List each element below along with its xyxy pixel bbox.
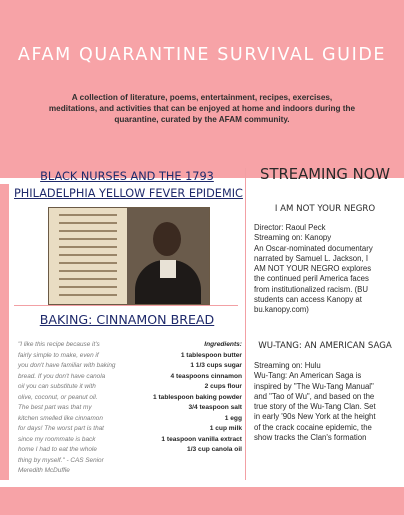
film2-line: in early '90s New York at the height (254, 412, 376, 422)
film2-line: true story of the Wu-Tang Clan. Set (254, 402, 376, 412)
quote-line: since my roommate is back (18, 435, 96, 443)
header-band (0, 0, 404, 178)
quote-line: kitchen smelled like cinnamon (18, 414, 103, 422)
quote-line: home I had to eat the whole (18, 446, 97, 453)
film2-line: of the crack cocaine epidemic, the (254, 422, 372, 432)
ingredient-item: 3/4 teaspoon salt (188, 404, 242, 411)
ingredient-item: 1 1/3 cups sugar (190, 362, 242, 369)
section-divider (14, 305, 238, 306)
quote-line: Meredith McDuffie (18, 467, 70, 474)
quote-line: thing by myself." - CAS Senior (18, 456, 104, 464)
film1-line: from institutionalized racism. (BU (254, 284, 368, 294)
ingredient-item: 2 cups flour (204, 383, 242, 390)
quote-line: fairly simple to make, even if (18, 351, 99, 359)
ingredient-item: 1 tablespoon butter (180, 351, 242, 359)
film2-line: Streaming on: Hulu (254, 361, 321, 370)
film2-description (254, 361, 400, 443)
film1-line: An Oscar-nominated documentary (254, 243, 373, 253)
quote-line: olive, coconut, or peanut oil. (18, 393, 98, 401)
footer-band (0, 487, 404, 515)
quote-line: bread. If you don't have canola (18, 372, 106, 380)
film1-line: bu.kanopy.com) (254, 305, 309, 315)
column-divider (245, 168, 246, 480)
film1-description (254, 223, 400, 316)
ingredient-item: 1/3 cup canola oil (187, 446, 242, 453)
ingredient-item: 4 teaspoons cinnamon (170, 372, 242, 380)
old-document-picture (49, 208, 127, 304)
film1-line: AM NOT YOUR NEGRO explores (254, 264, 372, 274)
recipe-quote (18, 340, 120, 477)
portrait-collar (160, 260, 176, 278)
intro-line: A collection of literature, poems, entertainment, recipes, exercises, (71, 93, 333, 102)
portrait-picture (127, 208, 209, 304)
film1-line: the continued peril America faces (254, 274, 369, 284)
quote-line: The best part was that my (18, 404, 92, 411)
film1-title: I AM NOT YOUR NEGRO (274, 204, 376, 214)
history-heading-line: PHILADELPHIA YELLOW FEVER EPIDEMIC (14, 187, 243, 200)
ingredient-item: 1 teaspoon vanilla extract (161, 435, 242, 443)
film2-title: WU-TANG: AN AMERICAN SAGA (258, 341, 392, 351)
historical-image (48, 207, 210, 305)
quote-line: for days! The worst part is that (18, 425, 104, 432)
ingredients-title: Ingredients: (204, 341, 242, 348)
ingredient-item: 1 egg (224, 414, 242, 422)
quote-line: you don't have familiar with baking (18, 362, 116, 369)
streaming-heading: STREAMING NOW (260, 166, 390, 183)
ingredients-list (118, 340, 242, 456)
intro-line: quarantine, curated by the AFAM community. (114, 115, 290, 124)
history-heading-line: BLACK NURSES AND THE 1793 (40, 170, 214, 183)
film1-line: students can access Kanopy at (254, 295, 362, 305)
film1-line: Director: Raoul Peck (254, 223, 326, 232)
page-title: AFAM QUARANTINE SURVIVAL GUIDE (17, 45, 387, 65)
portrait-face (153, 222, 181, 256)
history-heading (14, 168, 243, 202)
intro-text (28, 92, 376, 125)
intro-line: meditations, and activities that can be enjoyed at home and indoors during the (48, 104, 356, 113)
film1-line: Streaming on: Kanopy (254, 233, 332, 243)
film1-line: narrated by Samuel L. Jackson, I (254, 253, 368, 263)
recipe-heading: BAKING: CINNAMON BREAD (39, 312, 215, 327)
film2-line: Wu-Tang: An American Saga is (254, 371, 362, 381)
left-accent-bar (0, 184, 9, 480)
quote-line: "I like this recipe because it's (18, 341, 100, 348)
quote-line: oil you can substitute it with (18, 383, 96, 390)
ingredient-item: 1 tablespoon baking powder (152, 393, 242, 401)
film2-line: inspired by "The Wu-Tang Manual" (254, 381, 374, 391)
film2-line: show tracks the Clan's formation (254, 433, 367, 443)
ingredient-item: 1 cup milk (209, 425, 242, 432)
film2-line: and "Tao of Wu", and based on the (254, 391, 375, 401)
